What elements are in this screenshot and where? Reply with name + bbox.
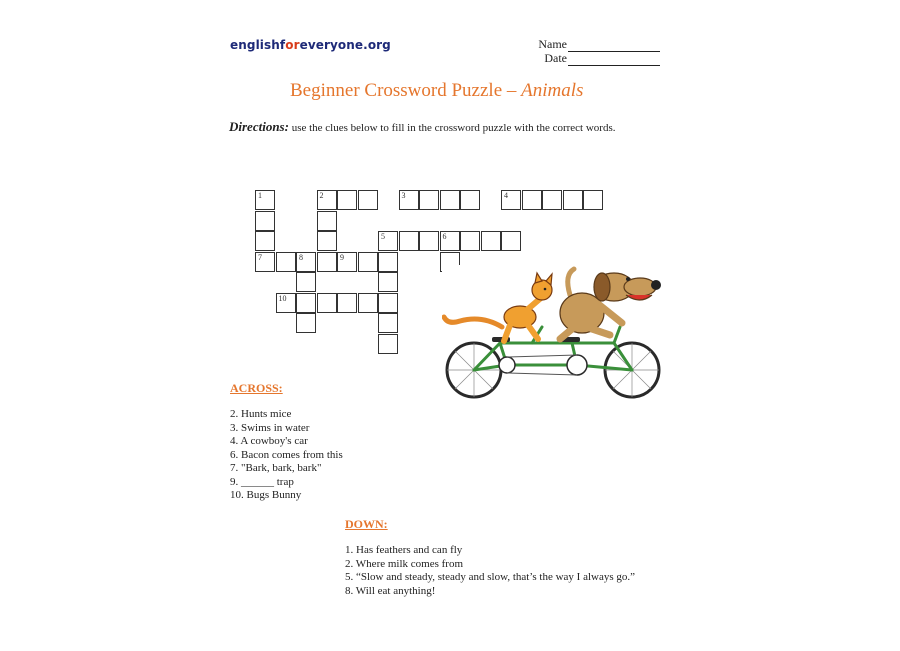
crossword-cell[interactable]: [296, 293, 316, 313]
across-clue: 6. Bacon comes from this: [230, 448, 343, 461]
across-clue: 7. "Bark, bark, bark": [230, 462, 322, 474]
crossword-cell[interactable]: [358, 252, 378, 272]
cat-dog-tandem-bicycle-illustration: [442, 265, 672, 405]
date-line: [568, 54, 660, 66]
clue-number: 7: [258, 252, 262, 262]
crossword-cell[interactable]: [317, 231, 337, 251]
crossword-cell[interactable]: [399, 231, 419, 251]
clue-number: 1: [258, 191, 262, 200]
title-main: Beginner Crossword Puzzle –: [290, 80, 522, 101]
site-logo: [230, 38, 391, 52]
crossword-cell[interactable]: [296, 252, 316, 272]
crossword-cell[interactable]: [501, 231, 521, 251]
crossword-cell[interactable]: [460, 231, 480, 251]
crossword-cell[interactable]: [440, 231, 460, 251]
crossword-cell[interactable]: [378, 313, 398, 333]
crossword-cell[interactable]: [255, 211, 275, 231]
crossword-cell[interactable]: [542, 190, 562, 210]
crossword-cell[interactable]: [378, 334, 398, 354]
name-date-block: [500, 38, 660, 66]
across-clue: 2. Hunts mice: [230, 408, 292, 420]
crossword-cell[interactable]: [399, 190, 419, 210]
crossword-cell[interactable]: [317, 252, 337, 272]
site-logo-part1: englishf: [230, 38, 286, 52]
clue-number: 9: [340, 252, 344, 262]
site-logo-highlight: or: [285, 38, 300, 52]
across-clue: 10. Bugs Bunny: [230, 489, 302, 501]
crossword-cell[interactable]: [276, 252, 296, 272]
clue-number: 8: [299, 252, 303, 262]
down-clue: 2. Where milk comes from: [345, 557, 464, 570]
crossword-cell[interactable]: [522, 190, 542, 210]
crossword-cell[interactable]: [358, 190, 378, 210]
name-line: [568, 40, 660, 52]
date-label: Date: [544, 51, 567, 65]
clue-number: 3: [401, 191, 406, 200]
crossword-cell[interactable]: [337, 293, 357, 313]
clue-number: 6: [442, 232, 447, 241]
across-heading: ACROSS:: [230, 381, 283, 395]
crossword-cell[interactable]: [296, 272, 316, 292]
down-clue: 1. Has feathers and can fly: [345, 544, 463, 556]
crossword-cell[interactable]: [317, 211, 337, 231]
crossword-cell[interactable]: [460, 190, 480, 210]
crossword-cell[interactable]: [378, 272, 398, 292]
across-clue: 9. ______ trap: [230, 475, 294, 488]
down-clues-list: [345, 544, 640, 598]
crossword-cell[interactable]: [501, 190, 521, 210]
clue-number: 2: [319, 191, 324, 200]
name-label: Name: [538, 37, 567, 51]
crossword-cell[interactable]: [378, 252, 398, 272]
across-clues-list: [230, 408, 343, 503]
crossword-cell[interactable]: [378, 231, 398, 251]
directions-text: use the clues below to fill in the crossword puzzle with the correct words.: [288, 122, 616, 134]
crossword-cell[interactable]: [337, 252, 357, 272]
page-title: [290, 80, 583, 102]
crossword-cell[interactable]: [563, 190, 583, 210]
down-heading: DOWN:: [345, 517, 388, 531]
crossword-cell[interactable]: [378, 293, 398, 313]
crossword-cell[interactable]: [276, 293, 296, 313]
crossword-cell[interactable]: [358, 293, 378, 313]
down-clue: 5. “Slow and steady, steady and slow, that’s the way I always go.”: [345, 571, 636, 583]
crossword-cell[interactable]: [255, 252, 275, 272]
crossword-cell[interactable]: [440, 190, 460, 210]
directions: [229, 119, 616, 135]
across-clue: 4. A cowboy's car: [230, 435, 308, 447]
crossword-cell[interactable]: [255, 231, 275, 251]
crossword-cell[interactable]: [317, 190, 337, 210]
site-logo-part2: everyone.org: [299, 38, 391, 52]
clue-number: 5: [381, 232, 385, 241]
across-clue: 3. Swims in water: [230, 421, 310, 434]
crossword-cell[interactable]: [481, 231, 501, 251]
title-topic: Animals: [521, 80, 584, 101]
crossword-cell[interactable]: [419, 190, 439, 210]
down-clue: 8. Will eat anything!: [345, 584, 436, 597]
clue-number: 10: [278, 293, 287, 303]
crossword-cell[interactable]: [583, 190, 603, 210]
clue-number: 4: [504, 191, 508, 200]
crossword-cell[interactable]: [337, 190, 357, 210]
crossword-cell[interactable]: [296, 313, 316, 333]
crossword-cell[interactable]: [255, 190, 275, 210]
crossword-cell[interactable]: [419, 231, 439, 251]
crossword-cell[interactable]: [317, 293, 337, 313]
directions-label: Directions:: [229, 119, 289, 134]
